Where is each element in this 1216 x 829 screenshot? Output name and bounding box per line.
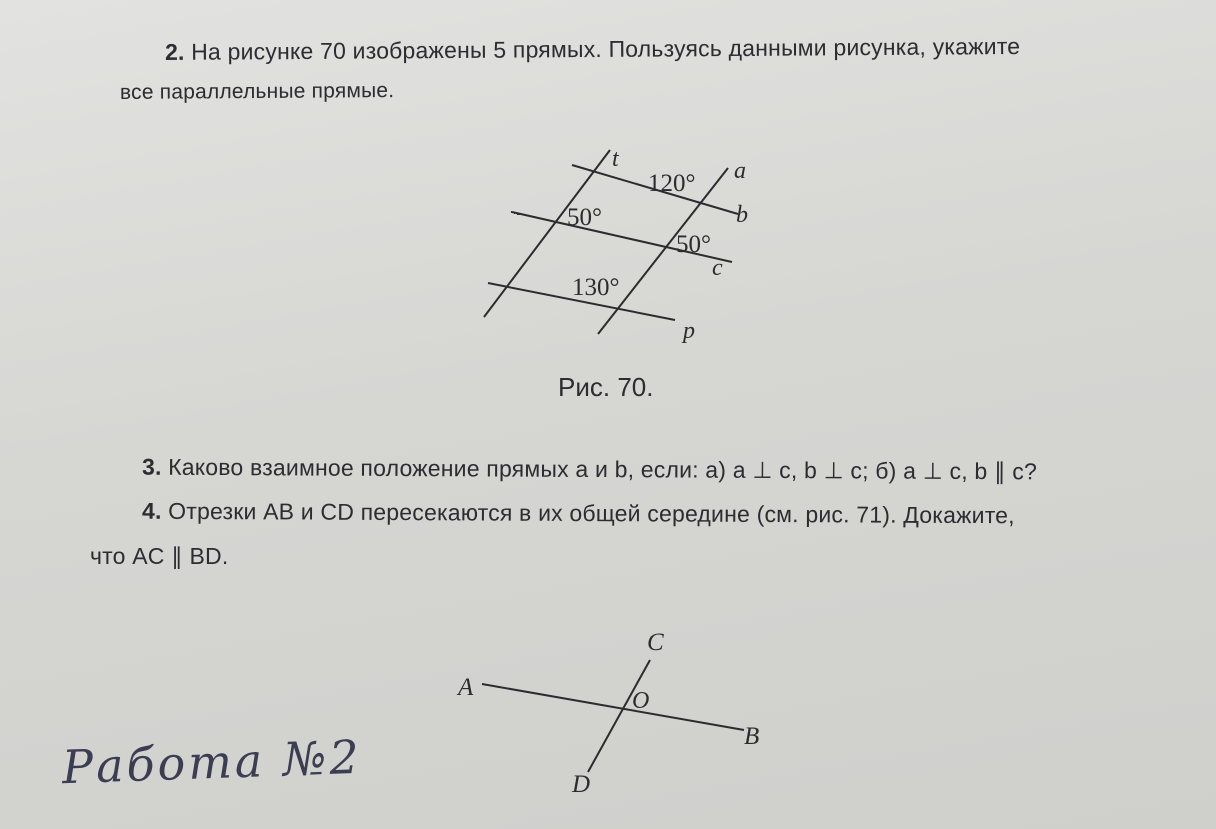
label-a: a [734,158,746,184]
label-C: C [647,629,664,656]
handwritten-note: Работа №2 [61,729,363,795]
task3-text: Каково взаимное положение прямых a и b, если: а) a ⊥ c, b ⊥ c; б) a ⊥ c, b ∥ c? [168,453,1038,485]
angle-50-right: 50° [676,231,711,258]
task2-number: 2. [164,38,185,65]
label-t: t [612,146,619,172]
segment-CD [588,660,650,772]
label-b: b [736,202,748,228]
label-p: p [683,318,695,344]
label-A: A [458,674,474,701]
task4-number: 4. [141,497,162,524]
task2-text-line2: все параллельные прямые. [119,79,395,104]
label-B: B [744,723,760,750]
task4-text-line1: Отрезки AB и CD пересекаются в их общей середине (см. рис. 71). Докажите, [168,497,1015,529]
figure-70-caption: Рис. 70. [558,372,654,402]
angle-50-left: 50° [567,204,602,231]
segment-AB [482,684,744,730]
label-D: D [572,771,591,798]
label-c: c [712,255,723,281]
task2-text-line1: На рисунке 70 изображены 5 прямых. Пользуясь данными рисунка, укажите [191,33,1021,65]
task3-number: 3. [141,453,162,480]
angle-120: 120° [648,170,696,197]
task4-text-line2: что AC ∥ BD. [90,543,229,569]
label-O: O [632,688,650,714]
angle-130: 130° [572,274,620,301]
